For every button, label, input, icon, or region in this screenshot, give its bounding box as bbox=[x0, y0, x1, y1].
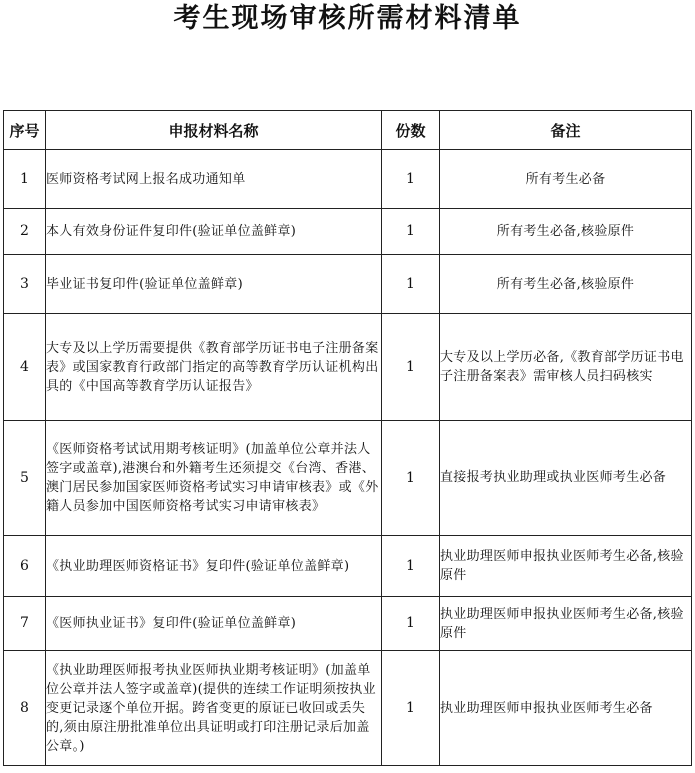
row-number: 3 bbox=[4, 255, 46, 314]
table-row bbox=[4, 255, 692, 314]
copies-count: 1 bbox=[382, 536, 440, 597]
material-name: 《执业助理医师报考执业医师执业期考核证明》(加盖单位公章并法人签字或盖章)(提供的连续工作证明须按执业变更记录逐个单位开据。跨省变更的原证已收回或丢失的,须由原注册批准单位出具证明或打印注册记录后加盖公章。) bbox=[46, 651, 382, 766]
note: 所有考生必备,核验原件 bbox=[440, 209, 692, 255]
table-header-row bbox=[4, 111, 692, 150]
material-name: 《医师资格考试试用期考核证明》(加盖单位公章并法人签字或盖章),港澳台和外籍考生还须提交《台湾、香港、澳门居民参加国家医师资格考试实习申请审核表》或《外籍人员参加中国医师资格考试实习申请审核表》 bbox=[46, 421, 382, 536]
note: 执业助理医师申报执业医师考生必备,核验原件 bbox=[440, 597, 692, 651]
table-row bbox=[4, 421, 692, 536]
note: 大专及以上学历必备,《教育部学历证书电子注册备案表》需审核人员扫码核实 bbox=[440, 314, 692, 421]
copies-count: 1 bbox=[382, 651, 440, 766]
row-number: 7 bbox=[4, 597, 46, 651]
note: 所有考生必备 bbox=[440, 150, 692, 209]
copies-count: 1 bbox=[382, 597, 440, 651]
row-number: 2 bbox=[4, 209, 46, 255]
note: 执业助理医师申报执业医师考生必备,核验原件 bbox=[440, 536, 692, 597]
table-row bbox=[4, 314, 692, 421]
page-title: 考生现场审核所需材料清单 bbox=[173, 3, 522, 34]
material-name: 本人有效身份证件复印件(验证单位盖鲜章) bbox=[46, 209, 382, 255]
table-row bbox=[4, 651, 692, 766]
table-row bbox=[4, 597, 692, 651]
material-name: 医师资格考试网上报名成功通知单 bbox=[46, 150, 382, 209]
material-name: 大专及以上学历需要提供《教育部学历证书电子注册备案表》或国家教育行政部门指定的高等教育学历认证机构出具的《中国高等教育学历认证报告》 bbox=[46, 314, 382, 421]
copies-count: 1 bbox=[382, 314, 440, 421]
row-number: 5 bbox=[4, 421, 46, 536]
material-name: 《医师执业证书》复印件(验证单位盖鲜章) bbox=[46, 597, 382, 651]
note: 执业助理医师申报执业医师考生必备 bbox=[440, 651, 692, 766]
row-number: 8 bbox=[4, 651, 46, 766]
row-number: 6 bbox=[4, 536, 46, 597]
note: 直接报考执业助理或执业医师考生必备 bbox=[440, 421, 692, 536]
table-row bbox=[4, 150, 692, 209]
header-copies: 份数 bbox=[382, 111, 440, 150]
materials-table bbox=[3, 110, 692, 766]
header-note: 备注 bbox=[440, 111, 692, 150]
note: 所有考生必备,核验原件 bbox=[440, 255, 692, 314]
copies-count: 1 bbox=[382, 150, 440, 209]
material-name: 毕业证书复印件(验证单位盖鲜章) bbox=[46, 255, 382, 314]
copies-count: 1 bbox=[382, 421, 440, 536]
row-number: 1 bbox=[4, 150, 46, 209]
header-name: 申报材料名称 bbox=[46, 111, 382, 150]
header-no: 序号 bbox=[4, 111, 46, 150]
copies-count: 1 bbox=[382, 209, 440, 255]
table-row bbox=[4, 536, 692, 597]
row-number: 4 bbox=[4, 314, 46, 421]
copies-count: 1 bbox=[382, 255, 440, 314]
material-name: 《执业助理医师资格证书》复印件(验证单位盖鲜章) bbox=[46, 536, 382, 597]
table-row bbox=[4, 209, 692, 255]
